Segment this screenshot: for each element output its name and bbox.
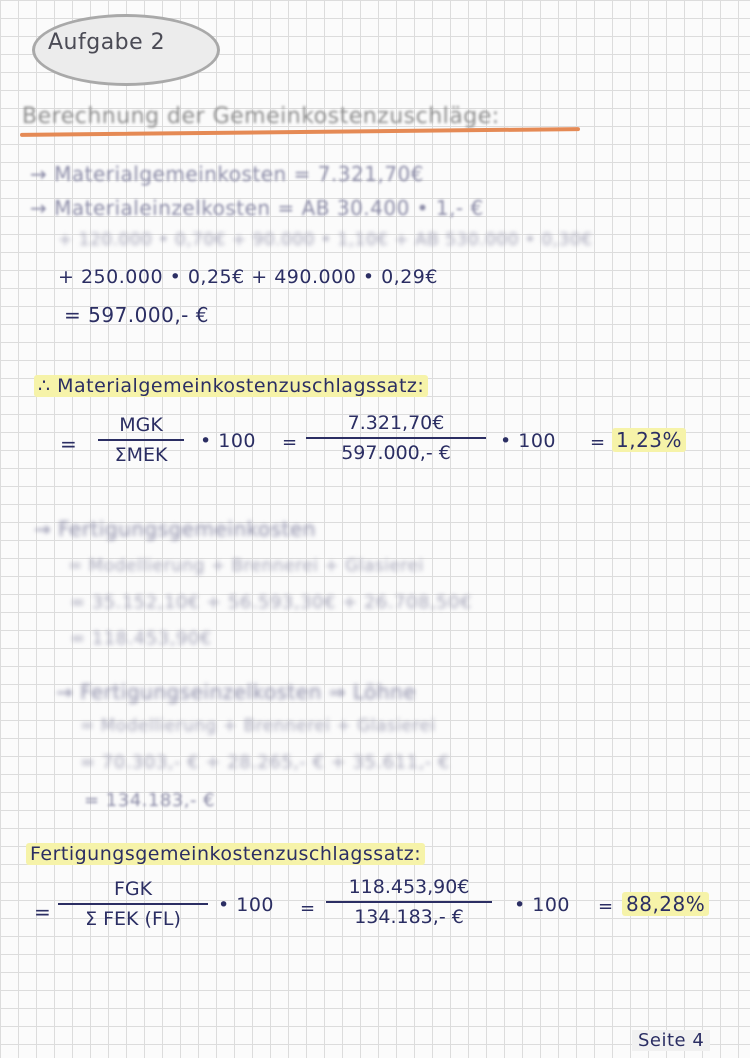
material-overhead-line: → Materialgemeinkosten = 7.321,70€	[30, 162, 424, 186]
production-times-2: • 100	[514, 894, 571, 916]
fraction-bar	[98, 439, 184, 441]
production-overhead-values: = 35.152,10€ + 56.593,30€ + 26.708,50€	[70, 592, 473, 613]
material-formula-numerator: MGK	[119, 414, 163, 436]
material-calc-line-1: + 120.000 • 0,70€ + 90.000 • 1,10€ + AB 530.000 • 0,30€	[58, 230, 593, 250]
production-equals-2: =	[300, 898, 316, 919]
material-equals-1: =	[60, 432, 78, 456]
production-formula-denominator: Σ FEK (FL)	[85, 908, 181, 930]
production-times-1: • 100	[218, 894, 275, 916]
material-rate-result	[612, 428, 686, 452]
material-calc-line-2: + 250.000 • 0,25€ + 490.000 • 0,29€	[58, 266, 438, 288]
production-equals-3: =	[598, 896, 614, 917]
production-rate-label-text: Fertigungsgemeinkostenzuschlagssatz:	[26, 843, 425, 865]
material-equals-3: =	[590, 432, 606, 453]
material-times-1: • 100	[200, 430, 257, 452]
material-direct-total: = 597.000,- €	[64, 303, 209, 327]
production-direct-line: → Fertigungseinzelkosten ⇒ Löhne	[56, 680, 417, 704]
production-formula-fraction	[58, 878, 208, 930]
production-rate-label	[26, 843, 425, 865]
production-rate-result-text: 88,28%	[622, 892, 709, 916]
fraction-bar	[326, 901, 492, 903]
material-rate-result-text: 1,23%	[612, 428, 686, 452]
production-direct-values: = 70.303,- € + 28.265,- € + 35.611,- €	[80, 752, 450, 773]
production-formula-numerator: FGK	[113, 878, 153, 900]
production-direct-total: = 134.183,- €	[84, 790, 216, 811]
section-heading: Berechnung der Gemeinkostenzuschläge:	[22, 104, 500, 129]
production-value-fraction	[326, 876, 492, 928]
production-direct-formula: = Modellierung + Brennerei + Glasierei	[80, 716, 436, 736]
material-rate-label	[34, 375, 428, 397]
material-formula-denominator: ΣMEK	[114, 444, 168, 466]
fraction-bar	[58, 903, 208, 905]
material-value-denominator: 597.000,- €	[341, 442, 451, 464]
production-value-denominator: 134.183,- €	[354, 906, 464, 928]
material-value-fraction	[306, 412, 486, 464]
material-formula-fraction	[98, 414, 184, 466]
page-number: Seite 4	[632, 1030, 710, 1051]
material-equals-2: =	[282, 432, 298, 453]
production-overhead-formula: = Modellierung + Brennerei + Glasierei	[68, 556, 424, 576]
production-value-numerator: 118.453,90€	[348, 876, 470, 898]
production-rate-result	[622, 892, 709, 916]
production-overhead-line: → Fertigungsgemeinkosten	[34, 517, 316, 541]
material-rate-label-text: ∴ Materialgemeinkostenzuschlagssatz:	[34, 375, 428, 397]
material-times-2: • 100	[500, 430, 557, 452]
fraction-bar	[306, 437, 486, 439]
production-equals-1: =	[34, 900, 52, 924]
production-overhead-total: = 118.453,90€	[70, 628, 212, 649]
material-direct-line: → Materialeinzelkosten = AB 30.400 • 1,- €	[30, 196, 484, 220]
page-title: Aufgabe 2	[48, 30, 166, 55]
material-value-numerator: 7.321,70€	[347, 412, 445, 434]
